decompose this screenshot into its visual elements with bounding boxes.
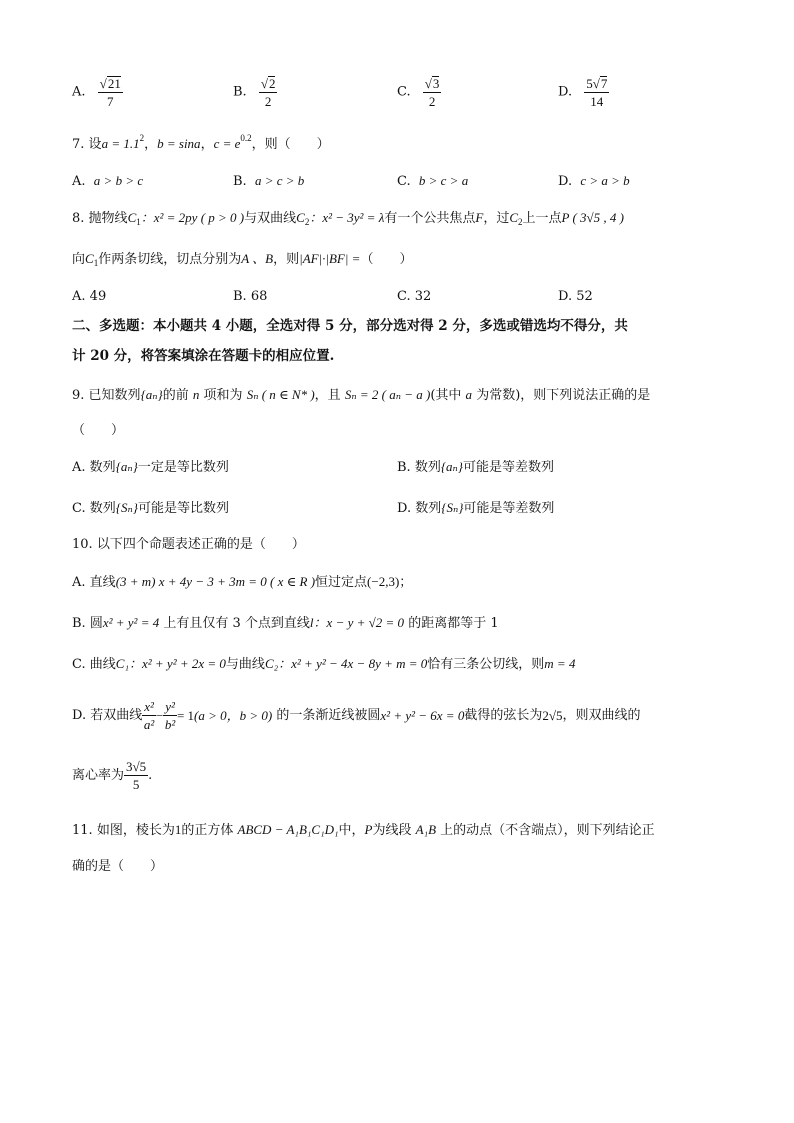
q10-option-d-line2: 离心率为 $\frac{3√5}{5}$ . (72, 759, 153, 792)
eccentricity-fraction: $\frac{3√5}{5}$ (126, 759, 147, 792)
q9-option-a: A. 数列{aₙ}一定是等比数列 (72, 459, 229, 475)
q7-option-a: A. a > b > c (72, 173, 144, 189)
q10-option-c: C. 曲线C₁：x² + y² + 2x = 0与曲线C₂：x² + y² − 4x − 8y + m = 0恰有三条公切线，则m = 4 (72, 656, 576, 672)
q6-option-c (397, 76, 441, 108)
fraction: $\frac{√21}{7}$ (99, 76, 121, 109)
question-8-stem-line1: 8. 抛物线$C_1$：x² = 2py ( p > 0 )与双曲线$C_2$：x² − 3y² = λ有一个公共焦点F，过$C_2$上一点P ( 3√5 , 4 ) (72, 210, 625, 227)
question-11-stem-line2: 确的是（ ） (72, 859, 164, 874)
option-letter: C. (397, 84, 411, 100)
question-9-stem-line1: 9. 已知数列{aₙ}的前 n 项和为 Sₙ ( n ∈ N* )，且 Sₙ = 2 ( aₙ − a )(其中 a 为常数)，则下列说法正确的是 (72, 387, 651, 403)
section-2-heading-line1: 二、多选题：本小题共 4 小题，全选对得 5 分，部分选对得 2 分，多选或错选均不得分，共 (72, 318, 628, 334)
q8-option-a: A. 49 (72, 289, 107, 304)
q10-option-d-line1: D. 若双曲线 $\frac{\text{x²}}{\text{a²}}$ − $\frac{\text{y²}}{\text{b²}}$ = 1(a > 0，b > 0) 的一条渐近线被圆x² + y² − 6x = 0截得的弦长为2√5，则双曲线的 (72, 699, 641, 732)
q6-option-d (558, 76, 609, 108)
option-letter: A. (72, 84, 86, 100)
hyperbola-y-term: $\frac{\text{y²}}{\text{b²}}$ (164, 699, 176, 732)
question-9-stem-line2: （ ） (72, 423, 125, 438)
q7-option-b: B. a > c > b (233, 173, 305, 189)
q6-option-b (233, 76, 277, 108)
q6-option-a (72, 76, 123, 108)
q7-option-c: C. b > c > a (397, 173, 469, 189)
q10-option-a: A. 直线(3 + m) x + 4y − 3 + 3m = 0 ( x ∈ R )恒过定点(−2,3)； (72, 574, 413, 590)
question-8-stem-line2: 向$C_1$作两条切线，切点分别为A 、B，则|AF|·|BF| =（ ） (72, 251, 413, 268)
q7-option-d: D. c > a > b (558, 173, 630, 189)
question-11-stem-line1: 11. 如图，棱长为1的正方体 ABCD − A₁B₁C₁D₁中，P为线段 A₁B 上的动点（不含端点），则下列结论正 (72, 822, 655, 838)
fraction: $\frac{√2}{2}$ (260, 76, 276, 109)
q9-option-c: C. 数列{Sₙ}可能是等比数列 (72, 500, 229, 516)
q8-option-b: B. 68 (233, 289, 268, 304)
option-letter: D. (558, 84, 573, 100)
fraction: $\frac{5√7}{14}$ (586, 76, 608, 109)
fraction: $\frac{√3}{2}$ (424, 76, 440, 109)
section-2-heading-line2: 计 20 分，将答案填涂在答题卡的相应位置. (72, 348, 335, 364)
hyperbola-x-term: $\frac{\text{x²}}{\text{a²}}$ (143, 699, 155, 732)
question-7-stem: 7. 设$a = 1.1^2$，b = sina，$c = e^{0.2}$，则（ ） (72, 133, 330, 152)
q9-option-d: D. 数列{Sₙ}可能是等差数列 (397, 500, 555, 516)
q8-option-d: D. 52 (558, 289, 593, 304)
q9-option-b: B. 数列{aₙ}可能是等差数列 (397, 459, 555, 475)
q8-option-c: C. 32 (397, 289, 432, 304)
q10-option-b: B. 圆x² + y² = 4 上有且仅有 3 个点到直线l：x − y + √2 = 0 的距离都等于 1 (72, 615, 499, 631)
option-letter: B. (233, 84, 247, 100)
question-10-stem: 10. 以下四个命题表述正确的是（ ） (72, 537, 305, 552)
